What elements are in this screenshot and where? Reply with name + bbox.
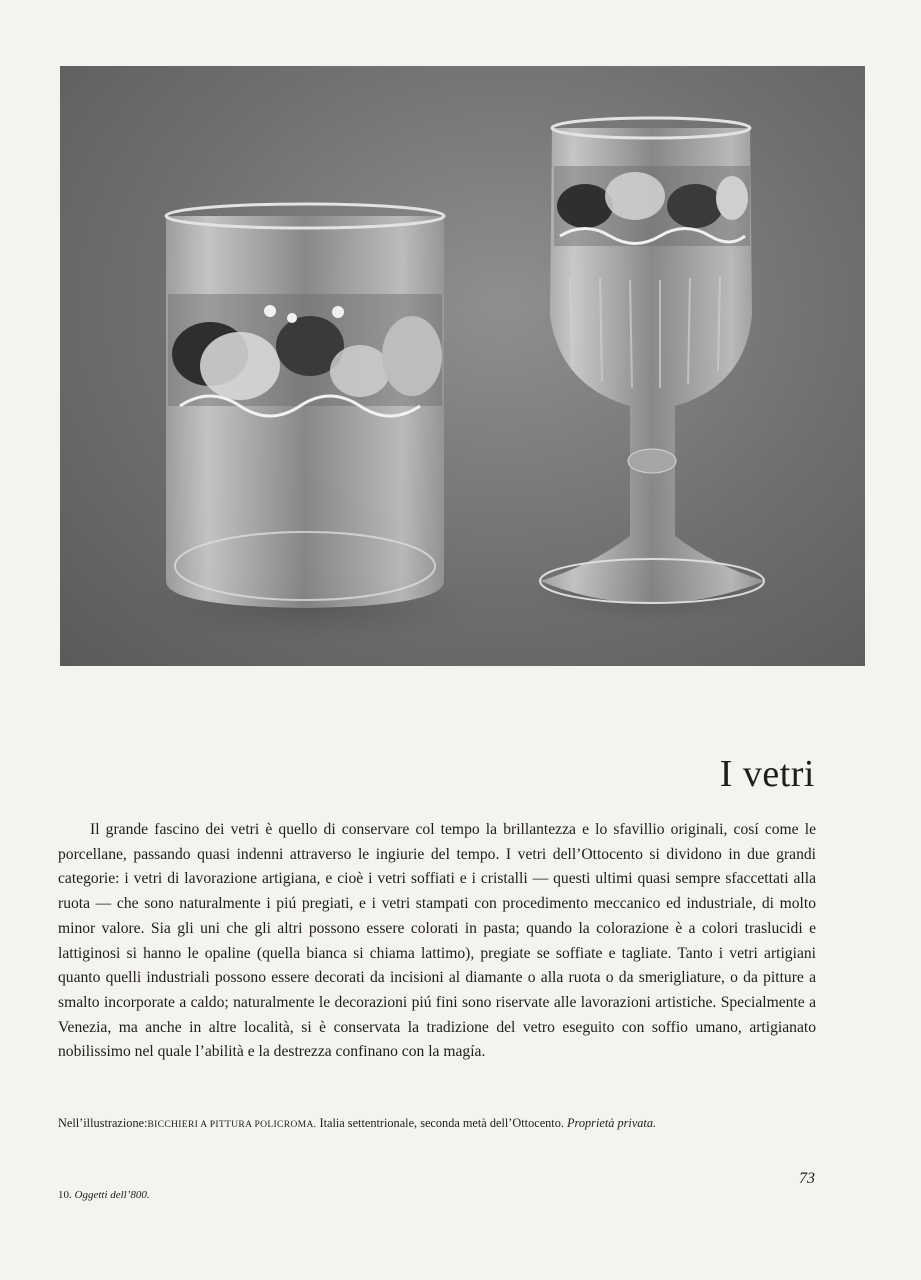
caption-ownership: Proprietà privata. bbox=[567, 1116, 657, 1130]
caption-description: Italia settentrionale, seconda metà dell’Ottocento. bbox=[319, 1116, 564, 1130]
caption-subject: BICCHIERI A PITTURA POLICROMA. bbox=[147, 1119, 317, 1130]
body-paragraph: Il grande fascino dei vetri è quello di conservare col tempo la brillantezza e lo sfavillio originali, cosí come le porcellane, passando quasi indenni attraverso le ingiurie del tempo. I vetri dell’Ottocento si dividono in due grandi categorie: i vetri di lavorazione artigiana, e cioè i vetri soffiati e i cristalli — questi ultimi quasi sempre sfaccettati alla ruota — che sono naturalmente i piú pregiati, e i vetri stampati con procedimento meccanico ed industriale, di molto minor valore. Sia gli uni che gli altri possono essere colorati in pasta; quando la colorazione è a colori traslucidi e lattiginosi si hanno le opaline (quella bianca si chiama lattimo), pregiate se soffiate e tagliate. Tanto i vetri artigiani quanto quelli industriali possono essere decorati da incisioni al diamante o alla ruota o da smerigliature, o da pitture a smalto incorporate a caldo; naturalmente le decorazioni piú fini sono riservate alle lavorazioni artistiche. Specialmente a Venezia, ma anche in altre località, si è conservata la tradizione del vetro eseguito con soffio umano, artigianato nobilissimo nel quale l’abilità e la destrezza confinano con la magía. bbox=[58, 821, 816, 1061]
goblet-floral-band bbox=[554, 166, 750, 246]
footer-note bbox=[58, 1189, 150, 1201]
footer-number: 10. bbox=[58, 1189, 72, 1201]
page-number: 73 bbox=[799, 1170, 815, 1187]
tumbler-floral-band bbox=[168, 294, 442, 416]
photograph-glasses bbox=[60, 66, 865, 666]
page-title: I vetri bbox=[719, 753, 815, 795]
figure-caption bbox=[58, 1116, 828, 1131]
footer-title: Oggetti dell’800. bbox=[74, 1189, 150, 1201]
caption-prefix: Nell’illustrazione: bbox=[58, 1116, 148, 1130]
glasses-illustration bbox=[60, 66, 865, 666]
